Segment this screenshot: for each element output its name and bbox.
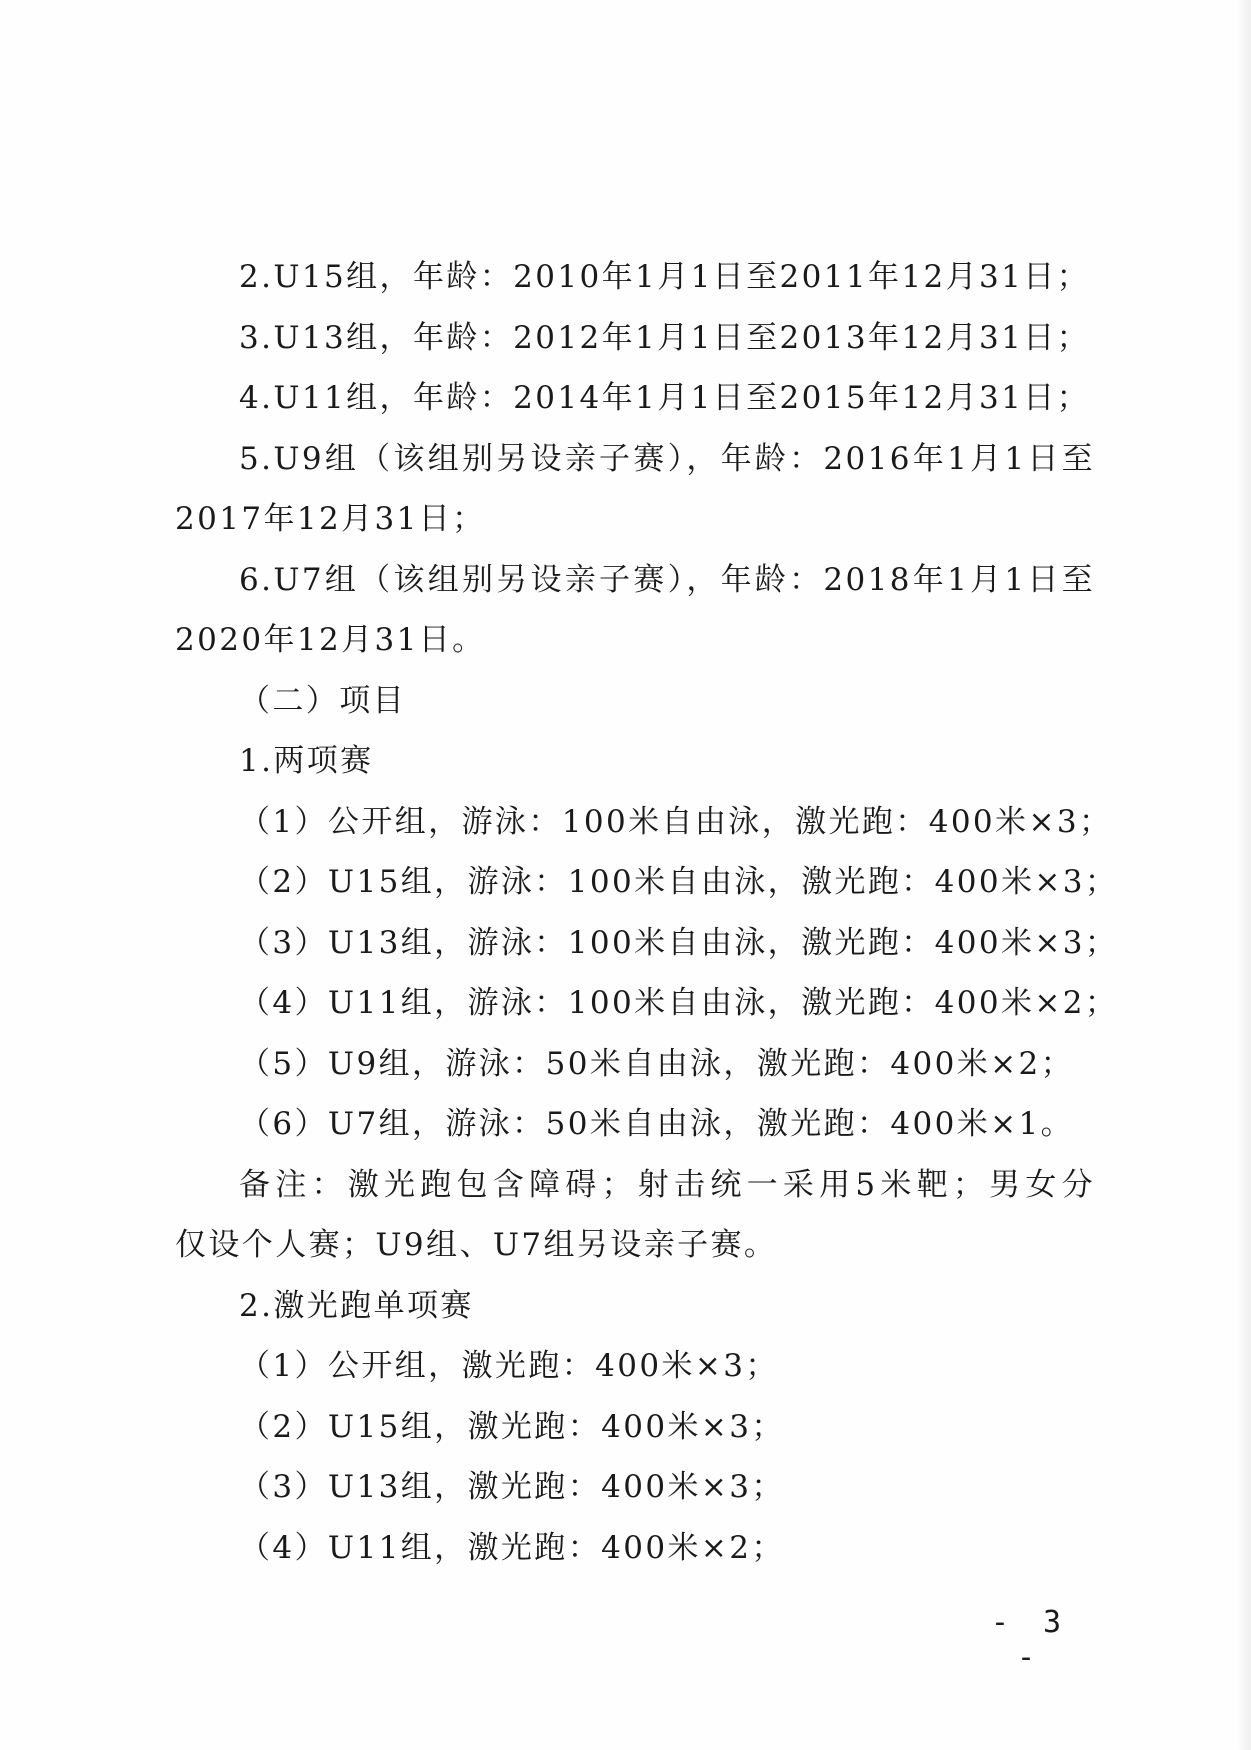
subsection-heading: 2.激光跑单项赛 — [239, 1287, 474, 1324]
page-number: - 3 - — [990, 1605, 1070, 1675]
text-line: 3.U13组，年龄：2012年1月1日至2013年12月31日； — [239, 319, 1091, 356]
list-item: （1）公开组，游泳：100米自由泳，激光跑：400米×3； — [239, 803, 1113, 840]
text-line: 4.U11组，年龄：2014年1月1日至2015年12月31日； — [239, 380, 1091, 416]
list-item: （4）U11组，游泳：100米自由泳，激光跑：400米×2； — [239, 985, 1119, 1021]
list-item: （2）U15组，游泳：100米自由泳，激光跑：400米×3； — [239, 864, 1119, 900]
section-heading: （二）项目 — [239, 682, 406, 719]
list-item: （4）U11组，激光跑：400米×2； — [239, 1529, 785, 1566]
text-line: 5.U9组（该组别另设亲子赛），年龄：2016年1月1日至 — [239, 440, 1095, 477]
text-line: 6.U7组（该组别另设亲子赛），年龄：2018年1月1日至 — [239, 561, 1095, 598]
text-line: 2020年12月31日。 — [175, 622, 486, 658]
list-item: （3）U13组，激光跑：400米×3； — [239, 1469, 785, 1505]
list-item: （5）U9组，游泳：50米自由泳，激光跑：400米×2； — [239, 1045, 1075, 1082]
list-item: （1）公开组，激光跑：400米×3； — [239, 1348, 779, 1384]
subsection-heading: 1.两项赛 — [239, 743, 374, 779]
remark-text: 仅设个人赛；U9组、U7组另设亲子赛。 — [175, 1227, 778, 1263]
remark-text: 备注：激光跑包含障碍；射击统一采用5米靶；男女分 — [239, 1166, 1095, 1203]
document-body — [175, 247, 1119, 1578]
list-item: （6）U7组，游泳：50米自由泳，激光跑：400米×1。 — [239, 1106, 1075, 1142]
text-line: 2.U15组，年龄：2010年1月1日至2011年12月31日； — [239, 259, 1091, 295]
page-edge-shadow — [1237, 0, 1251, 1750]
text-line: 2017年12月31日； — [175, 501, 486, 537]
list-item: （3）U13组，游泳：100米自由泳，激光跑：400米×3； — [239, 924, 1119, 961]
list-item: （2）U15组，激光跑：400米×3； — [239, 1408, 785, 1445]
